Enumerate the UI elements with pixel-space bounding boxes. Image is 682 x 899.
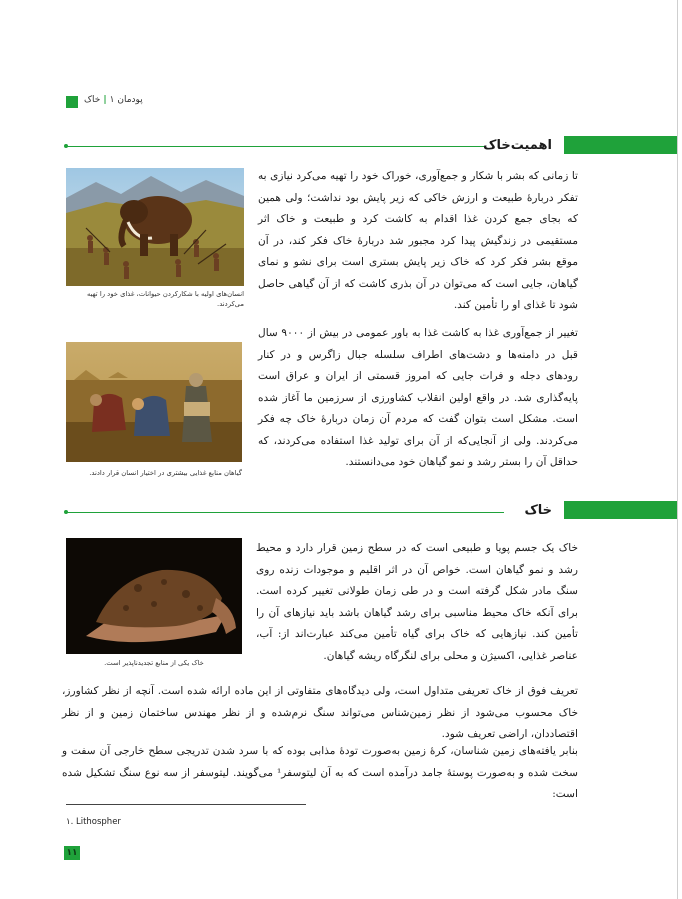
caption-mammoth: انسان‌های اولیه با شکارکردن حیوانات، غذای خود را تهیه می‌کردند. [86, 290, 244, 308]
section-divider-line [66, 146, 484, 147]
paragraph-soil-3: بنابر یافته‌های زمین شناسان، کرهٔ زمین به‌صورت تودهٔ مذابی بوده که با سرد شدن تدریجی سطح خارجی آن سفت و سخت شده و به‌صورت پوستهٔ جامد درآمده است که به آن لیتوسفر¹ می‌گویند. لیتوسفر از سه نوع سنگ تشکیل شده است: [62, 745, 578, 800]
photo-gleaners [66, 342, 242, 462]
paragraph-soil-2: تعریف فوق از خاک تعریفی متداول است، ولی دیدگاه‌های متفاوتی از این ماده ارائه شده است. آنچه از نظر کشاورز، خاک محسوب می‌شود از نظر زمین‌شناس می‌تواند سنگ نرم‌شده و از نظر مهندس ساختمان زمین و از نظر اقتصاددان، اراضی تعریف شود. [62, 685, 578, 740]
header-marker [66, 96, 78, 108]
section-divider-line [66, 512, 504, 513]
photo-soil-in-hands [66, 538, 242, 654]
section-title-importance: اهمیت‌خاک [483, 138, 552, 153]
running-header [84, 95, 143, 105]
header-module: پودمان ۱ [109, 95, 143, 105]
paragraph-importance-2: تغییر از جمع‌آوری غذا به کاشت غذا به باور عمومی در بیش از ۹۰۰۰ سال قبل در دامنه‌ها و دشت‌های اطراف سلسله جبال زاگرس و در کنار رودهای دجله و فرات جایی که امروز قسمتی از ایران و عراق است پایه‌گذاری شد. در واقع اولین انقلاب کشاورزی از سرزمین ما آغاز شده است. مشکل است بتوان گفت که مردم آن زمان دربارهٔ خاک چه فکر می‌کردند. ولی از آنجایی‌که از آن برای تولید غذا استفاده می‌کردند، که حداقل آن را بستر رشد و نمو گیاهان خود می‌دانستند. [258, 327, 578, 468]
page-edge [677, 0, 678, 899]
footnote-lithosphere: ۱. Lithospher [66, 817, 121, 827]
page-number: ۱۱ [64, 846, 80, 860]
photo-mammoth-hunt [66, 168, 244, 286]
section-title-soil: خاک [524, 503, 552, 518]
section-title-bar [564, 136, 677, 154]
header-chapter: خاک [84, 95, 101, 105]
section-title-bar [564, 501, 677, 519]
paragraph-soil-1: خاک یک جسم پویا و طبیعی است که در سطح زمین قرار دارد و محیط رشد و نمو گیاهان است. خواص آن در اثر اقلیم و موجودات زنده روی سنگ مادر شکل گرفته است و در طی زمان طولانی تغییر کرده است. برای آنکه خاک محیط مناسبی برای رشد گیاهان باشد باید نیازهای آن را تأمین کند. نیازهایی که خاک برای گیاه تأمین می‌کند عبارت‌اند از: آب، عناصر غذایی، اکسیژن و محلی برای لنگرگاه ریشه گیاهان. [256, 542, 578, 662]
caption-gleaners: گیاهان منابع غذایی بیشتری در اختیار انسان قرار دادند. [89, 469, 242, 477]
caption-soil: خاک یکی از منابع تجدیدناپذیر است. [104, 659, 204, 667]
header-separator: | [103, 95, 107, 105]
paragraph-importance-1: تا زمانی که بشر با شکار و جمع‌آوری، خوراک خود را تهیه می‌کرد نیازی به تفکر دربارهٔ طبیعت و ارزش خاکی که زیر پایش بود نداشت؛ ولی همین که بجای جمع کردن غذا اقدام به کاشت کرد و طبیعت و خاک اثر مستقیمی در زندگیش پیدا کرد مجبور شد دربارهٔ خاک فکر کند، در آن موقع بشر فکر کرد که خاک زیر پایش بستری است برای نشو و نمای گیاهان، جایی است که می‌توان در آن بذری کاشت که از آن گیاهی حاصل شود تا غذای او را تأمین کند. [258, 170, 578, 311]
footnote-separator [66, 804, 306, 805]
